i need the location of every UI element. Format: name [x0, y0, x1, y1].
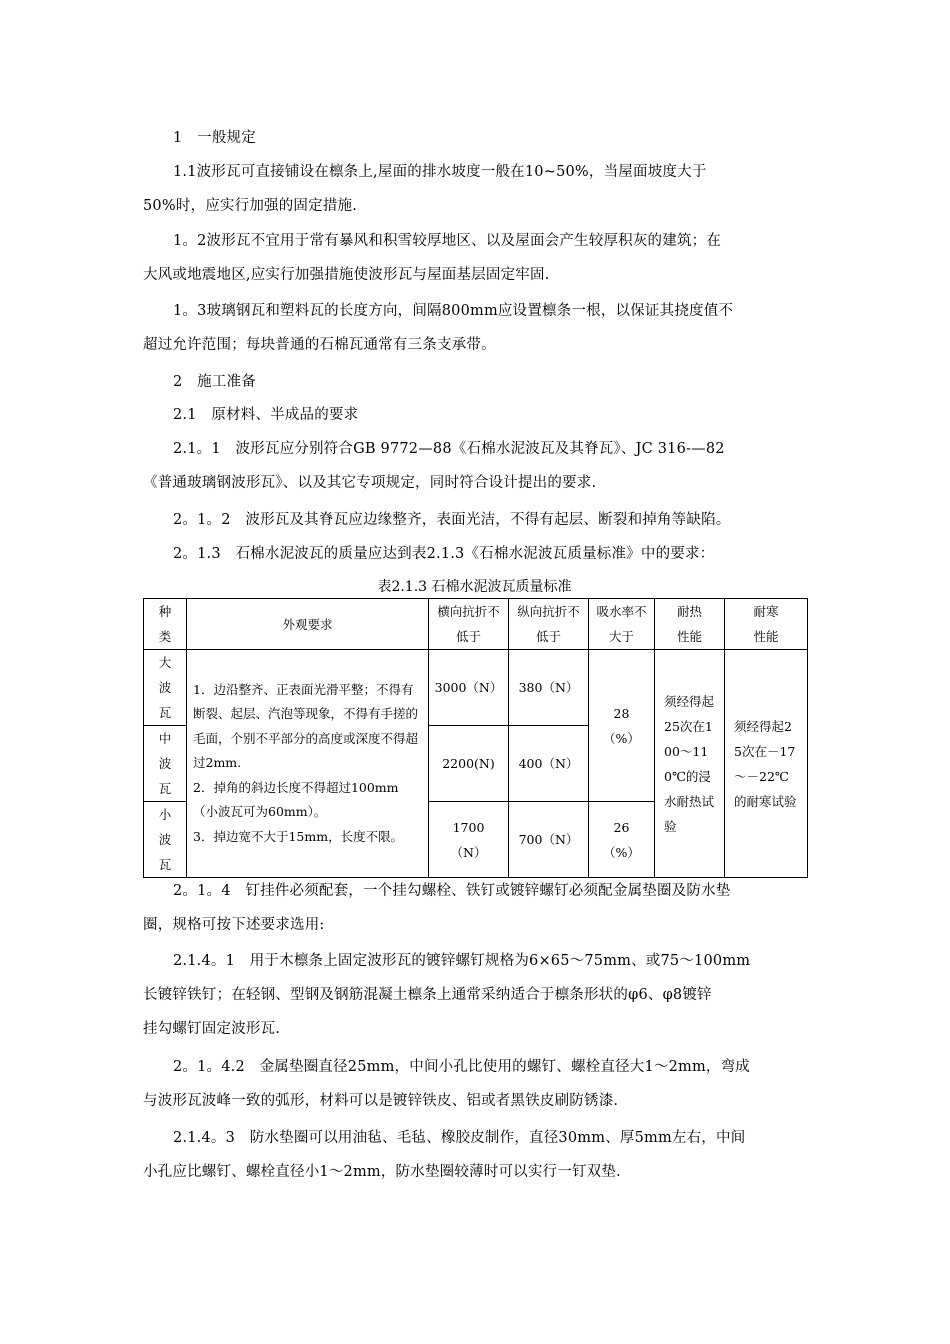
quality-standard-table: [143, 598, 808, 878]
cell-kind: 小波瓦: [144, 802, 187, 878]
text-line: 2.1 原材料、半成品的要求: [173, 407, 359, 423]
text-line: 2。1.3 石棉水泥波瓦的质量应达到表2.1.3《石棉水泥波瓦质量标准》中的要求：: [173, 546, 715, 562]
text-line: 2.1。1 波形瓦应分别符合GB 9772—88《石棉水泥波瓦及其脊瓦》、JC 316-—82: [173, 441, 725, 457]
text-line: 小孔应比螺钉、螺栓直径小1～2mm，防水垫圈较薄时可以实行一钉双垫.: [143, 1164, 621, 1180]
paragraph-1-3: [143, 294, 806, 362]
paragraph-1-1: [143, 155, 806, 223]
text-line: 大风或地震地区,应实行加强措施使波形瓦与屋面基层固定牢固.: [143, 267, 550, 283]
cell-longitudinal: 700（N）: [509, 802, 589, 878]
cell-cold: 须经得起25次在－17～－22℃的耐寒试验: [725, 650, 808, 878]
text-line: 50%时，应实行加强的固定措施.: [143, 198, 358, 214]
text-line: 2.1.4。3 防水垫圈可以用油毡、毛毡、橡胶皮制作，直径30mm、厚5mm左右，中间: [173, 1130, 746, 1146]
paragraph-2-1-4-1: [143, 944, 806, 1046]
paragraph-2-1-4: [143, 874, 806, 942]
header-heat: 耐热性能: [655, 599, 725, 650]
header-cold: 耐寒性能: [725, 599, 808, 650]
cell-transverse: 2200(N): [429, 726, 509, 802]
header-transverse: 横向抗折不低于: [429, 599, 509, 650]
text-line: 2。1。2 波形瓦及其脊瓦应边缘整齐，表面光洁，不得有起层、断裂和掉角等缺陷。: [173, 512, 731, 528]
cell-heat: 须经得起25次在100～110℃的浸水耐热试验: [655, 650, 725, 878]
cell-transverse: 3000（N）: [429, 650, 509, 726]
header-absorption: 吸水率不大于: [589, 599, 655, 650]
text-line: 1。3玻璃钢瓦和塑料瓦的长度方向，间隔800mm应设置檩条一根，以保证其挠度值不: [173, 303, 734, 319]
cell-kind: 大波瓦: [144, 650, 187, 726]
text-line: 长镀锌铁钉；在轻钢、型钢及钢筋混凝土檩条上通常采纳适合于檩条形状的φ6、φ8镀锌: [143, 987, 712, 1003]
text-line: 与波形瓦波峰一致的弧形，材料可以是镀锌铁皮、铝或者黑铁皮刷防锈漆.: [143, 1093, 619, 1109]
section-heading-materials: [143, 398, 806, 432]
section-heading-general: [143, 121, 806, 155]
cell-appearance: 1．边沿整齐、正表面光滑平整；不得有断裂、起层、汽泡等现象，不得有手搓的毛面，个别不平部分的高度或深度不得超过2mm. 2．掉角的斜边长度不得超过100mm（小波瓦可为60mm）。 3．掉边宽不大于15mm，长度不限。: [187, 650, 429, 878]
text-line: 圈，规格可按下述要求选用:: [143, 917, 325, 933]
cell-longitudinal: 400（N）: [509, 726, 589, 802]
table-caption: 表2.1.3 石棉水泥波瓦质量标准: [377, 579, 572, 595]
text-line: 1。2波形瓦不宜用于常有暴风和积雪较厚地区、以及屋面会产生较厚积灰的建筑；在: [173, 233, 722, 249]
text-line: 2。1。4.2 金属垫圈直径25mm，中间小孔比使用的螺钉、螺栓直径大1～2mm，弯成: [173, 1059, 751, 1075]
text-line: 1.1波形瓦可直接铺设在檩条上,屋面的排水坡度一般在10~50%，当屋面坡度大于: [173, 164, 707, 180]
text-line: 2.1.4。1 用于木檩条上固定波形瓦的镀锌螺钉规格为6×65～75mm、或75～100mm: [173, 953, 751, 969]
header-appearance: 外观要求: [187, 599, 429, 650]
paragraph-1-2: [143, 224, 806, 292]
text-line: 《普通玻璃钢波形瓦》、以及其它专项规定，同时符合设计提出的要求.: [143, 475, 597, 491]
cell-absorption: 28（%）: [589, 650, 655, 802]
paragraph-2-1-4-2: [143, 1050, 806, 1118]
text-line: 2。1。4 钉挂件必须配套，一个挂勾螺栓、铁钉或镀锌螺钉必须配金属垫圈及防水垫: [173, 883, 731, 899]
text-line: 超过允许范围；每块普通的石棉瓦通常有三条支承带。: [143, 337, 496, 353]
text-line: 2 施工准备: [173, 374, 256, 390]
paragraph-2-1-3: [143, 537, 806, 571]
section-heading-preparation: [143, 365, 806, 399]
paragraph-2-1-1: [143, 432, 806, 500]
text-line: 挂勾螺钉固定波形瓦.: [143, 1021, 281, 1037]
text-line: 1 一般规定: [173, 130, 256, 146]
header-kind: 种类: [144, 599, 187, 650]
cell-longitudinal: 380（N）: [509, 650, 589, 726]
cell-transverse: 1700（N）: [429, 802, 509, 878]
paragraph-2-1-4-3: [143, 1121, 806, 1189]
header-longitudinal: 纵向抗折不低于: [509, 599, 589, 650]
paragraph-2-1-2: [143, 503, 806, 537]
table-row: [144, 650, 808, 726]
cell-absorption: 26（%）: [589, 802, 655, 878]
cell-kind: 中波瓦: [144, 726, 187, 802]
table-header-row: [144, 599, 808, 650]
